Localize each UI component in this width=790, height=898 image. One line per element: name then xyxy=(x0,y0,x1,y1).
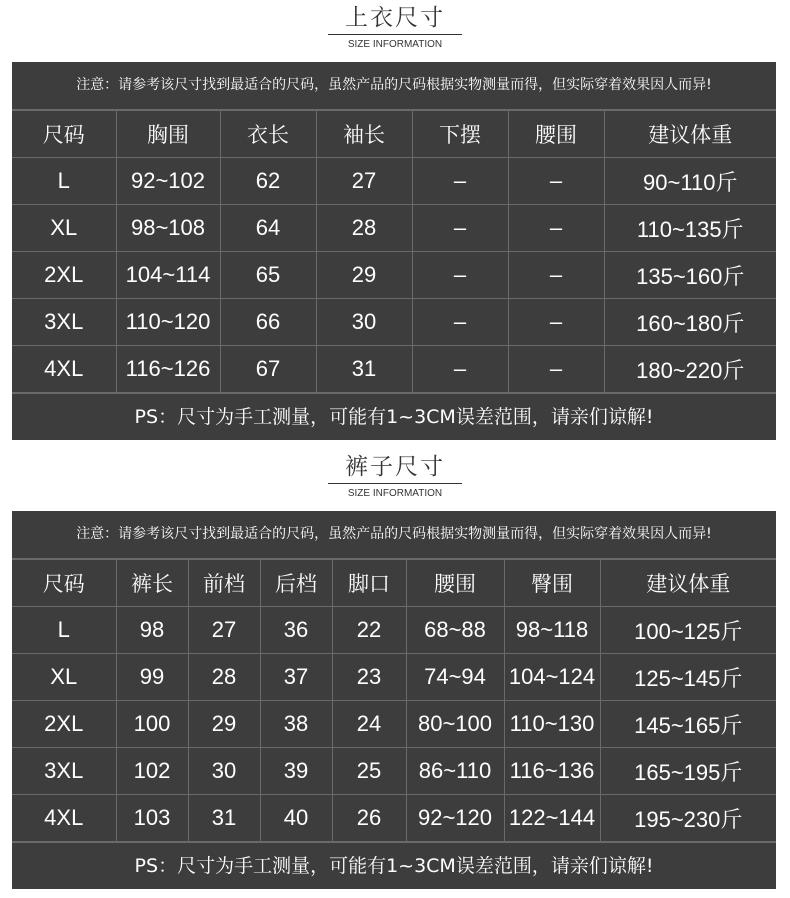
table-cell: 62 xyxy=(220,158,316,205)
table-cell: 122~144 xyxy=(504,795,600,842)
table-cell: 37 xyxy=(260,654,332,701)
table-cell: 116~136 xyxy=(504,748,600,795)
table-cell: 145~165斤 xyxy=(600,701,776,748)
table-cell: – xyxy=(508,346,604,393)
table-cell: 25 xyxy=(332,748,406,795)
bottom-section-header xyxy=(0,453,790,501)
table-cell: 90~110斤 xyxy=(604,158,776,205)
table-cell: 27 xyxy=(316,158,412,205)
table-cell: 30 xyxy=(316,299,412,346)
table-cell: 102 xyxy=(116,748,188,795)
table-row xyxy=(12,158,776,205)
table-cell: 195~230斤 xyxy=(600,795,776,842)
table-cell: 99 xyxy=(116,654,188,701)
table-cell: 31 xyxy=(188,795,260,842)
table-cell: 98 xyxy=(116,607,188,654)
title-underline xyxy=(328,483,462,484)
bottom-ps-note: PS：尺寸为手工测量，可能有1~3CM误差范围，请亲们谅解! xyxy=(12,842,776,889)
table-cell: – xyxy=(412,299,508,346)
table-cell: 160~180斤 xyxy=(604,299,776,346)
size-cell: 4XL xyxy=(12,795,116,842)
header-cell: 衣长 xyxy=(220,111,316,158)
table-cell: 125~145斤 xyxy=(600,654,776,701)
table-cell: 66 xyxy=(220,299,316,346)
table-cell: 100~125斤 xyxy=(600,607,776,654)
size-cell: 4XL xyxy=(12,346,116,393)
header-cell: 腰围 xyxy=(508,111,604,158)
top-section-header xyxy=(0,4,790,52)
table-row xyxy=(12,252,776,299)
table-row xyxy=(12,654,776,701)
table-cell: 24 xyxy=(332,701,406,748)
table-cell: 100 xyxy=(116,701,188,748)
bottom-section-title: 裤子尺寸 xyxy=(345,454,445,480)
table-cell: – xyxy=(412,205,508,252)
table-cell: – xyxy=(412,158,508,205)
table-cell: 80~100 xyxy=(406,701,504,748)
bottom-section-subtitle: SIZE INFORMATION xyxy=(347,488,443,499)
header-cell: 裤长 xyxy=(116,560,188,607)
table-cell: 104~124 xyxy=(504,654,600,701)
table-cell: 29 xyxy=(316,252,412,299)
table-row xyxy=(12,748,776,795)
table-cell: 40 xyxy=(260,795,332,842)
header-cell: 建议体重 xyxy=(600,560,776,607)
table-cell: – xyxy=(508,158,604,205)
table-cell: 74~94 xyxy=(406,654,504,701)
table-cell: – xyxy=(412,346,508,393)
table-cell: 110~120 xyxy=(116,299,220,346)
size-cell: XL xyxy=(12,205,116,252)
top-size-table-block xyxy=(12,62,776,440)
table-cell: 110~135斤 xyxy=(604,205,776,252)
table-cell: – xyxy=(508,205,604,252)
table-cell: 103 xyxy=(116,795,188,842)
top-section-title: 上衣尺寸 xyxy=(345,5,445,31)
size-cell: L xyxy=(12,158,116,205)
table-cell: 86~110 xyxy=(406,748,504,795)
table-cell: 180~220斤 xyxy=(604,346,776,393)
size-cell: L xyxy=(12,607,116,654)
size-cell: XL xyxy=(12,654,116,701)
top-ps-note: PS：尺寸为手工测量，可能有1~3CM误差范围，请亲们谅解! xyxy=(12,393,776,440)
bottom-notice: 注意：请参考该尺寸找到最适合的尺码，虽然产品的尺码根据实物测量而得，但实际穿着效果因人而异! xyxy=(12,511,776,559)
table-cell: 68~88 xyxy=(406,607,504,654)
table-cell: 98~108 xyxy=(116,205,220,252)
bottom-size-table-block xyxy=(12,511,776,889)
header-cell: 袖长 xyxy=(316,111,412,158)
table-row xyxy=(12,299,776,346)
header-cell: 后档 xyxy=(260,560,332,607)
table-cell: 64 xyxy=(220,205,316,252)
header-cell: 尺码 xyxy=(12,560,116,607)
bottom-size-table xyxy=(12,559,776,842)
table-cell: 135~160斤 xyxy=(604,252,776,299)
size-cell: 2XL xyxy=(12,701,116,748)
table-cell: 28 xyxy=(188,654,260,701)
table-cell: – xyxy=(412,252,508,299)
header-cell: 臀围 xyxy=(504,560,600,607)
table-cell: 110~130 xyxy=(504,701,600,748)
table-cell: 39 xyxy=(260,748,332,795)
size-cell: 2XL xyxy=(12,252,116,299)
header-cell: 腰围 xyxy=(406,560,504,607)
size-cell: 3XL xyxy=(12,299,116,346)
table-cell: 28 xyxy=(316,205,412,252)
title-underline xyxy=(328,34,462,35)
size-cell: 3XL xyxy=(12,748,116,795)
table-cell: – xyxy=(508,299,604,346)
table-cell: 38 xyxy=(260,701,332,748)
header-cell: 建议体重 xyxy=(604,111,776,158)
table-cell: 165~195斤 xyxy=(600,748,776,795)
header-cell: 前档 xyxy=(188,560,260,607)
table-row xyxy=(12,701,776,748)
table-row xyxy=(12,795,776,842)
table-cell: 98~118 xyxy=(504,607,600,654)
table-cell: 29 xyxy=(188,701,260,748)
table-cell: 92~102 xyxy=(116,158,220,205)
table-row xyxy=(12,607,776,654)
table-row xyxy=(12,346,776,393)
header-cell: 脚口 xyxy=(332,560,406,607)
table-cell: – xyxy=(508,252,604,299)
table-cell: 67 xyxy=(220,346,316,393)
table-cell: 22 xyxy=(332,607,406,654)
header-cell: 尺码 xyxy=(12,111,116,158)
table-cell: 26 xyxy=(332,795,406,842)
header-cell: 下摆 xyxy=(412,111,508,158)
table-cell: 36 xyxy=(260,607,332,654)
table-header-row xyxy=(12,111,776,158)
table-row xyxy=(12,205,776,252)
header-cell: 胸围 xyxy=(116,111,220,158)
top-size-table xyxy=(12,110,776,393)
table-header-row xyxy=(12,560,776,607)
top-section-subtitle: SIZE INFORMATION xyxy=(347,39,443,50)
table-cell: 27 xyxy=(188,607,260,654)
table-cell: 30 xyxy=(188,748,260,795)
table-cell: 104~114 xyxy=(116,252,220,299)
table-cell: 23 xyxy=(332,654,406,701)
table-cell: 31 xyxy=(316,346,412,393)
table-cell: 65 xyxy=(220,252,316,299)
table-cell: 116~126 xyxy=(116,346,220,393)
top-notice: 注意：请参考该尺寸找到最适合的尺码，虽然产品的尺码根据实物测量而得，但实际穿着效果因人而异! xyxy=(12,62,776,110)
table-cell: 92~120 xyxy=(406,795,504,842)
